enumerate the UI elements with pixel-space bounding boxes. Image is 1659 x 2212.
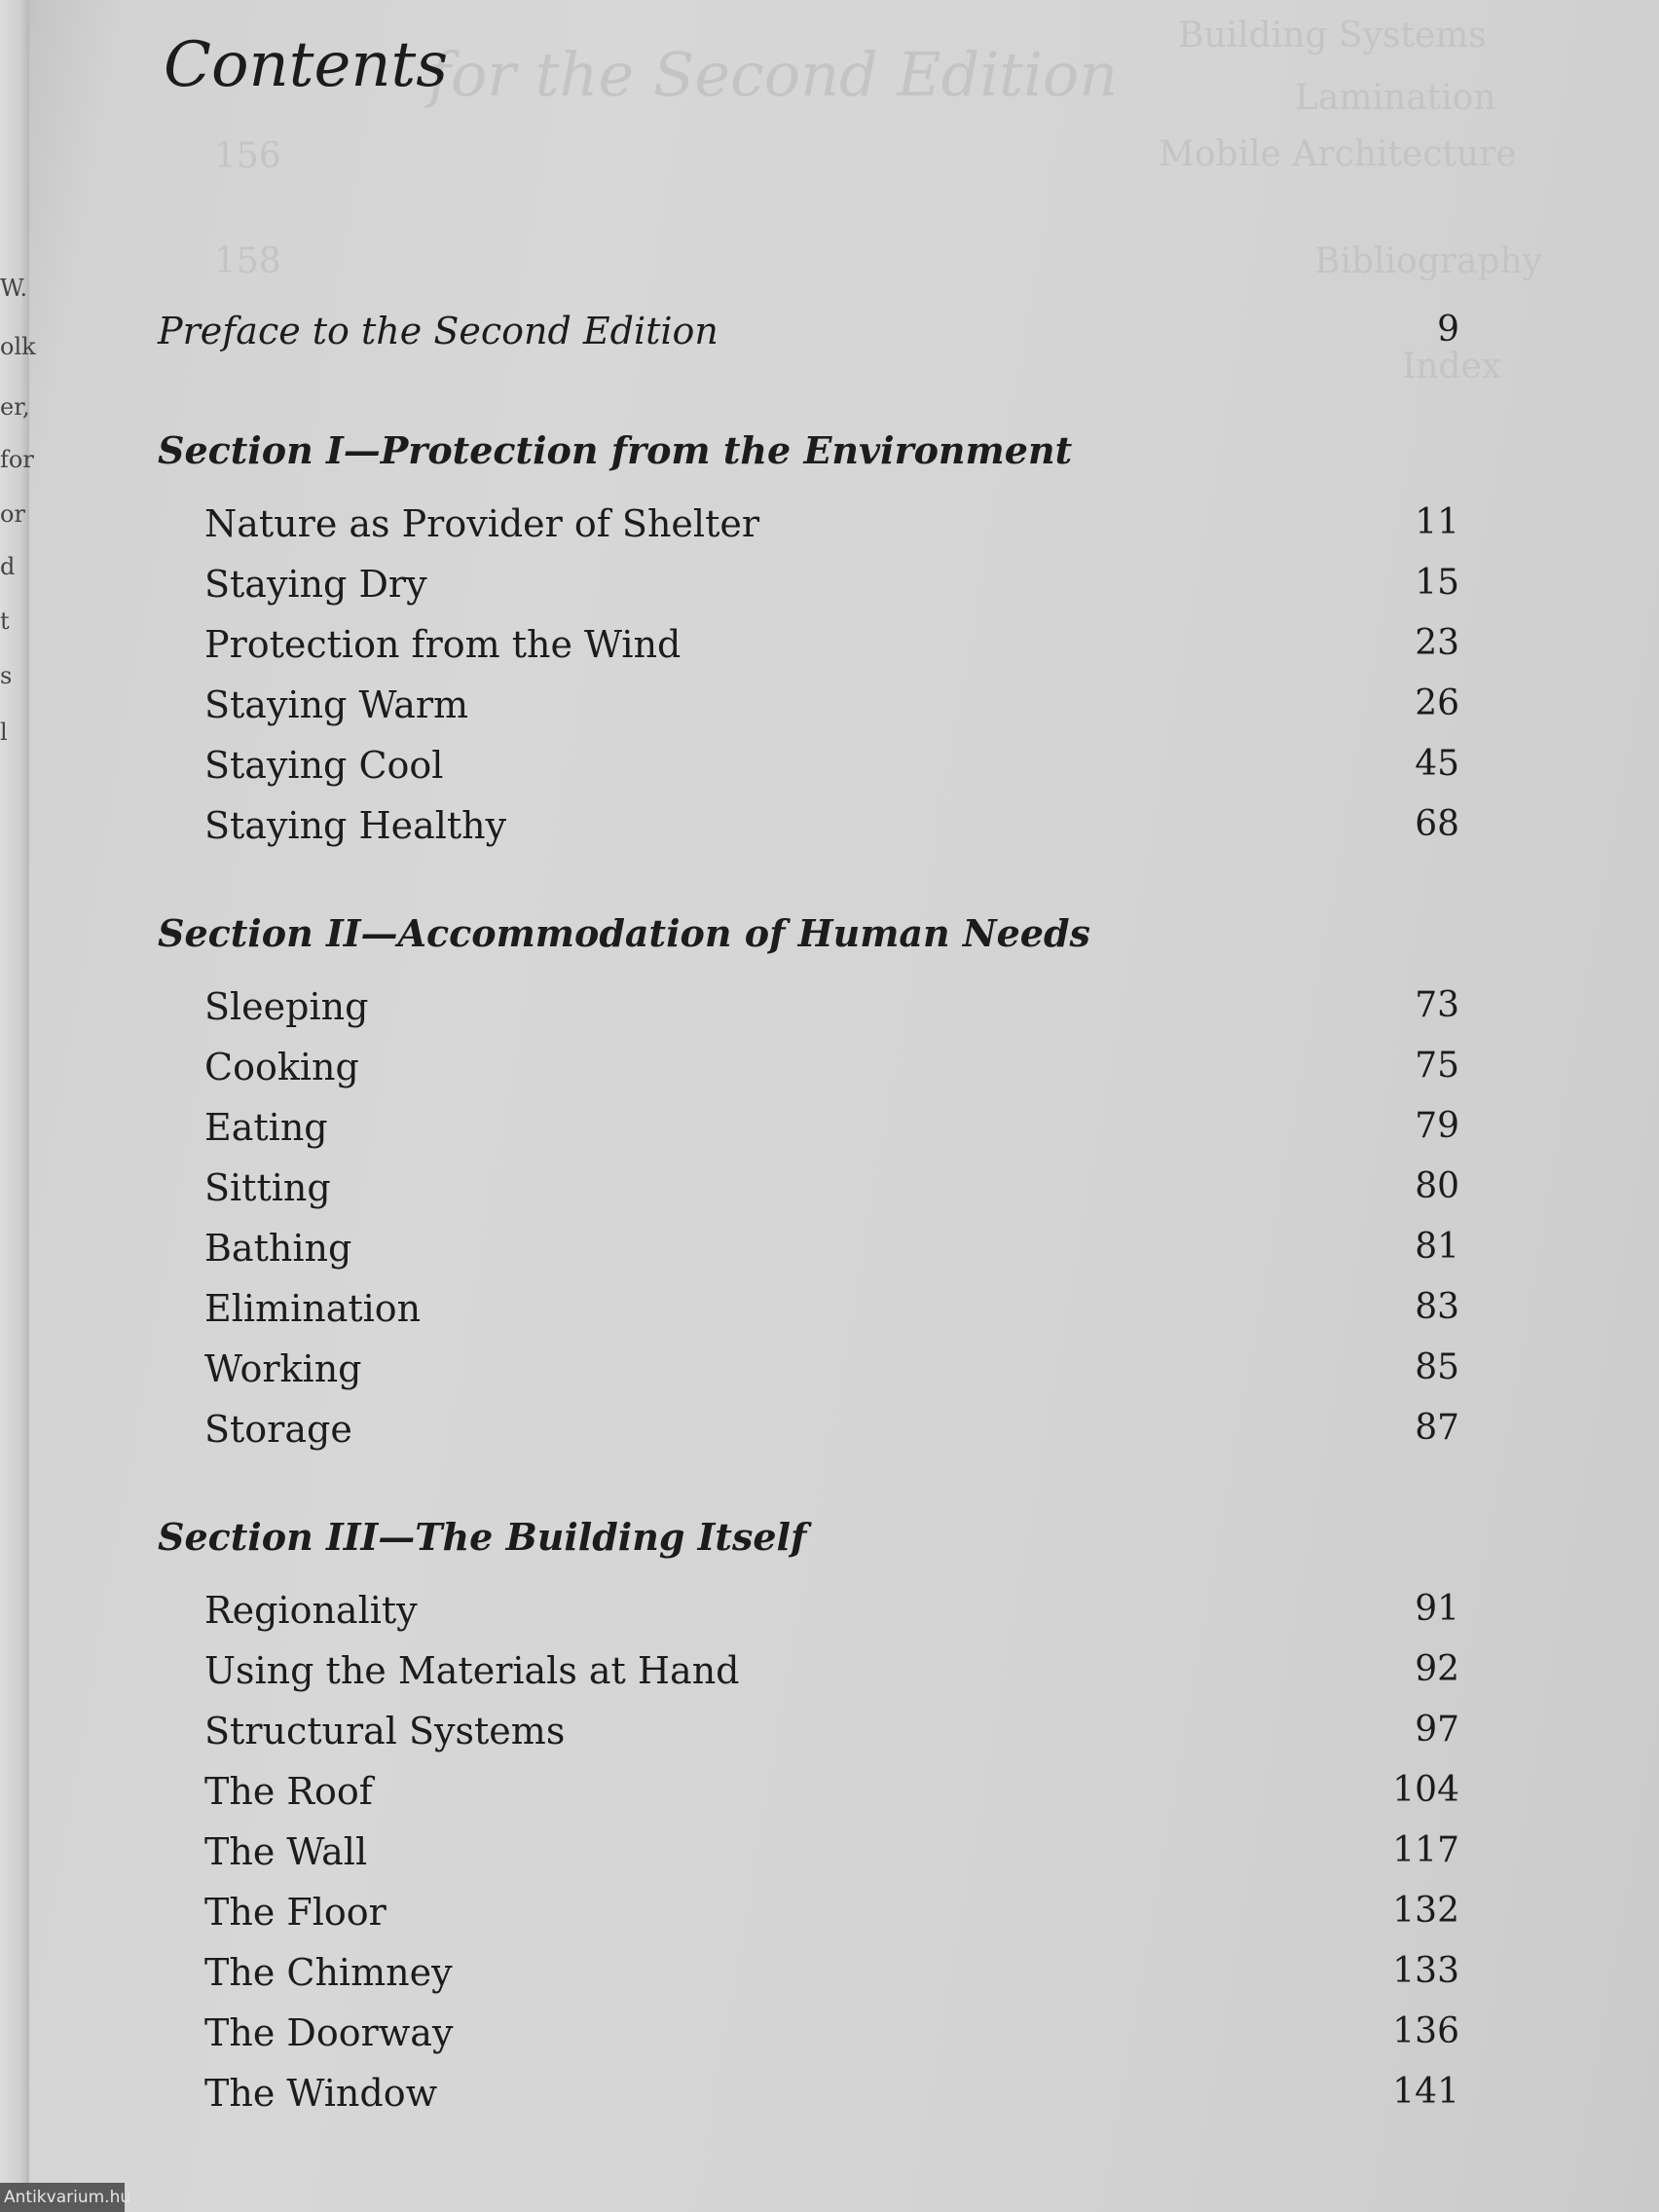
entry-label: Sleeping — [204, 985, 369, 1028]
watermark: Antikvarium.hu — [0, 2183, 125, 2212]
entry-label: Eating — [204, 1106, 328, 1149]
entry-label: Cooking — [204, 1046, 359, 1088]
entry-page-number: 11 — [1415, 502, 1459, 542]
toc-entry[interactable] — [0, 1891, 1659, 1939]
entry-label: Bathing — [204, 1227, 352, 1270]
entry-page-number: 75 — [1415, 1046, 1459, 1086]
entry-page-number: 15 — [1415, 563, 1459, 603]
toc-entry[interactable] — [0, 804, 1659, 853]
entry-label: Storage — [204, 1408, 352, 1451]
toc-entry[interactable] — [0, 1710, 1659, 1758]
entry-label: Sitting — [204, 1166, 331, 1209]
entry-page-number: 104 — [1392, 1770, 1459, 1810]
entry-page-number: 133 — [1392, 1951, 1459, 1991]
toc-entry[interactable] — [0, 563, 1659, 611]
edge-fragment: s — [0, 662, 13, 689]
entry-page-number: 9 — [1437, 310, 1459, 350]
entry-label: Staying Healthy — [204, 804, 507, 847]
toc-entry[interactable] — [0, 1770, 1659, 1819]
entry-label: The Floor — [204, 1891, 387, 1934]
entry-label: Staying Warm — [204, 683, 469, 726]
toc-entry[interactable] — [0, 1589, 1659, 1638]
toc-entry[interactable] — [0, 1287, 1659, 1336]
section-heading: Section I—Protection from the Environment — [158, 428, 1073, 472]
edge-fragment: l — [0, 719, 8, 746]
preface-label: Preface to the Second Edition — [158, 310, 719, 352]
entry-page-number: 83 — [1415, 1287, 1459, 1327]
toc-entry[interactable] — [0, 1166, 1659, 1215]
entry-label: Working — [204, 1347, 362, 1390]
section-heading: Section III—The Building Itself — [158, 1515, 807, 1559]
toc-entry[interactable] — [0, 1227, 1659, 1275]
entry-label: Staying Dry — [204, 563, 427, 606]
entry-page-number: 26 — [1415, 683, 1459, 723]
entry-page-number: 141 — [1392, 2072, 1459, 2112]
toc-entry[interactable] — [0, 744, 1659, 793]
entry-page-number: 117 — [1392, 1830, 1459, 1870]
show-through-text: Building Systems — [1178, 16, 1487, 55]
toc-entry[interactable] — [0, 1408, 1659, 1456]
preface-entry[interactable] — [0, 310, 1659, 358]
toc-entry[interactable] — [0, 1951, 1659, 2000]
entry-label: The Roof — [204, 1770, 373, 1813]
entry-label: The Doorway — [204, 2011, 454, 2054]
toc-entry[interactable] — [0, 623, 1659, 672]
section-heading: Section II—Accommodation of Human Needs — [158, 911, 1090, 955]
entry-page-number: 68 — [1415, 804, 1459, 844]
edge-fragment: er, — [0, 393, 30, 421]
entry-page-number: 23 — [1415, 623, 1459, 663]
entry-label: Elimination — [204, 1287, 422, 1330]
show-through-text: 158 — [214, 241, 281, 281]
entry-label: Nature as Provider of Shelter — [204, 502, 759, 545]
edge-fragment: W. — [0, 275, 28, 302]
show-through-text: Index — [1402, 347, 1502, 387]
toc-entry[interactable] — [0, 1649, 1659, 1698]
toc-entry[interactable] — [0, 1106, 1659, 1155]
edge-fragment: for — [0, 446, 34, 473]
show-through-text: Bibliography — [1314, 241, 1542, 281]
edge-fragment: or — [0, 500, 25, 528]
entry-page-number: 136 — [1392, 2011, 1459, 2051]
entry-label: The Window — [204, 2072, 438, 2115]
entry-page-number: 91 — [1415, 1589, 1459, 1629]
toc-entry[interactable] — [0, 985, 1659, 1034]
entry-page-number: 80 — [1415, 1166, 1459, 1206]
entry-page-number: 132 — [1392, 1891, 1459, 1931]
show-through-text: for the Second Edition — [428, 39, 1119, 110]
toc-entry[interactable] — [0, 2011, 1659, 2060]
toc-entry[interactable] — [0, 502, 1659, 551]
page-title: Contents — [164, 29, 449, 101]
entry-page-number: 87 — [1415, 1408, 1459, 1448]
entry-page-number: 97 — [1415, 1710, 1459, 1750]
entry-page-number: 73 — [1415, 985, 1459, 1025]
show-through-text: 156 — [214, 136, 281, 176]
toc-entry[interactable] — [0, 1830, 1659, 1879]
toc-entry[interactable] — [0, 2072, 1659, 2120]
toc-entry[interactable] — [0, 1046, 1659, 1094]
entry-label: Structural Systems — [204, 1710, 566, 1752]
entry-page-number: 45 — [1415, 744, 1459, 784]
show-through-text: Mobile Architecture — [1159, 134, 1517, 174]
entry-label: Staying Cool — [204, 744, 444, 787]
edge-fragment: t — [0, 608, 10, 635]
entry-label: The Chimney — [204, 1951, 453, 1994]
entry-page-number: 92 — [1415, 1649, 1459, 1689]
entry-label: Regionality — [204, 1589, 418, 1632]
entry-label: The Wall — [204, 1830, 368, 1873]
toc-entry[interactable] — [0, 1347, 1659, 1396]
toc-entry[interactable] — [0, 683, 1659, 732]
entry-label: Protection from the Wind — [204, 623, 682, 666]
entry-label: Using the Materials at Hand — [204, 1649, 740, 1692]
show-through-text: Lamination — [1295, 78, 1496, 118]
entry-page-number: 81 — [1415, 1227, 1459, 1267]
edge-fragment: olk — [0, 333, 36, 360]
entry-page-number: 85 — [1415, 1347, 1459, 1387]
edge-fragment: d — [0, 553, 16, 580]
entry-page-number: 79 — [1415, 1106, 1459, 1146]
